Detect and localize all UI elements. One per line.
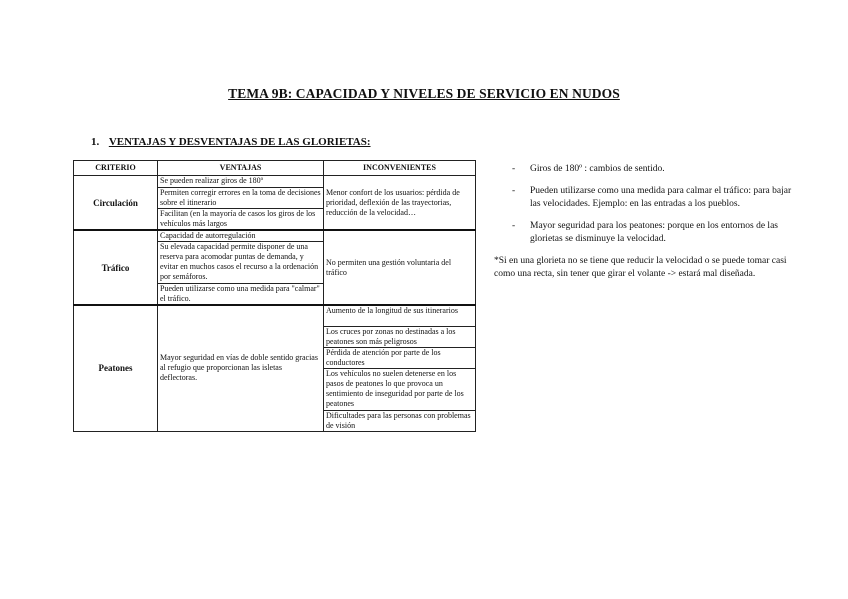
table-row: [74, 305, 476, 326]
dash-bullet: -: [512, 164, 516, 174]
section-heading: [91, 136, 371, 148]
section-title: VENTAJAS Y DESVENTAJAS DE LAS GLORIETAS:: [108, 136, 371, 148]
page-title: TEMA 9B: CAPACIDAD Y NIVELES DE SERVICIO EN NUDOS: [228, 86, 620, 101]
header-criterio: CRITERIO: [74, 161, 158, 176]
inconveniente-cell: Menor confort de los usuarios: pérdida de prioridad, deflexión de las trayectorias, reducción de la velocidad…: [324, 176, 476, 231]
criterio-circulacion: Circulación: [74, 176, 158, 231]
inconveniente-cell: No permiten una gestión voluntaria del tráfico: [324, 230, 476, 305]
note-text: Giros de 180º : cambios de sentido.: [530, 164, 665, 174]
ventaja-cell: Capacidad de autorregulación: [158, 230, 324, 242]
inconveniente-cell: Los cruces por zonas no destinadas a los peatones son más peligrosos: [324, 326, 476, 347]
inconveniente-cell: Pérdida de atención por parte de los conductores: [324, 347, 476, 368]
table-header-row: [74, 161, 476, 176]
table-row: [74, 230, 476, 242]
list-item: [494, 220, 794, 247]
notes-list: [494, 163, 794, 247]
inconveniente-cell: Los vehículos no suelen detenerse en los pasos de peatones lo que provoca un sentimiento de inseguridad por parte de los peatones: [324, 368, 476, 410]
ventaja-cell: Pueden utilizarse como una medida para "calmar" el tráfico.: [158, 284, 324, 306]
header-ventajas: VENTAJAS: [158, 161, 324, 176]
table-row: [74, 176, 476, 188]
list-item: [494, 163, 794, 177]
inconveniente-cell: Aumento de la longitud de sus itinerarios: [324, 305, 476, 326]
ventaja-cell: Su elevada capacidad permite disponer de una reserva para acomodar puntas de demanda, y evitar en muchos casos el recurso a la ordenación por semáforos.: [158, 242, 324, 284]
notes-column: [494, 163, 794, 282]
ventaja-cell: Se pueden realizar giros de 180º: [158, 176, 324, 188]
note-text: Pueden utilizarse como una medida para calmar el tráfico: para bajar las velocidades. Ejemplo: en las entradas a los pueblos.: [530, 185, 792, 209]
footnote: *Si en una glorieta no se tiene que reducir la velocidad o se puede tomar casi como una recta, sin tener que girar el volante -> estará mal diseñada.: [494, 255, 787, 279]
section-number: 1.: [91, 136, 100, 148]
header-inconvenientes: INCONVENIENTES: [324, 161, 476, 176]
list-item: [494, 185, 794, 212]
dash-bullet: -: [512, 185, 516, 196]
inconveniente-cell: Dificultades para las personas con problemas de visión: [324, 410, 476, 431]
criterio-peatones: Peatones: [74, 305, 158, 431]
advantages-table: [73, 160, 476, 432]
ventaja-cell: Permiten corregir errores en la toma de decisiones sobre el itinerario: [158, 188, 324, 209]
ventaja-cell: Facilitan (en la mayoría de casos los giros de los vehículos más largos: [158, 209, 324, 231]
ventaja-cell: Mayor seguridad en vías de doble sentido gracias al refugio que proporcionan las isletas deflectoras.: [158, 305, 324, 431]
dash-bullet: -: [512, 220, 516, 231]
note-text: Mayor seguridad para los peatones: porque en los entornos de las glorietas se disminuye la velocidad.: [530, 220, 778, 244]
criterio-trafico: Tráfico: [74, 230, 158, 305]
